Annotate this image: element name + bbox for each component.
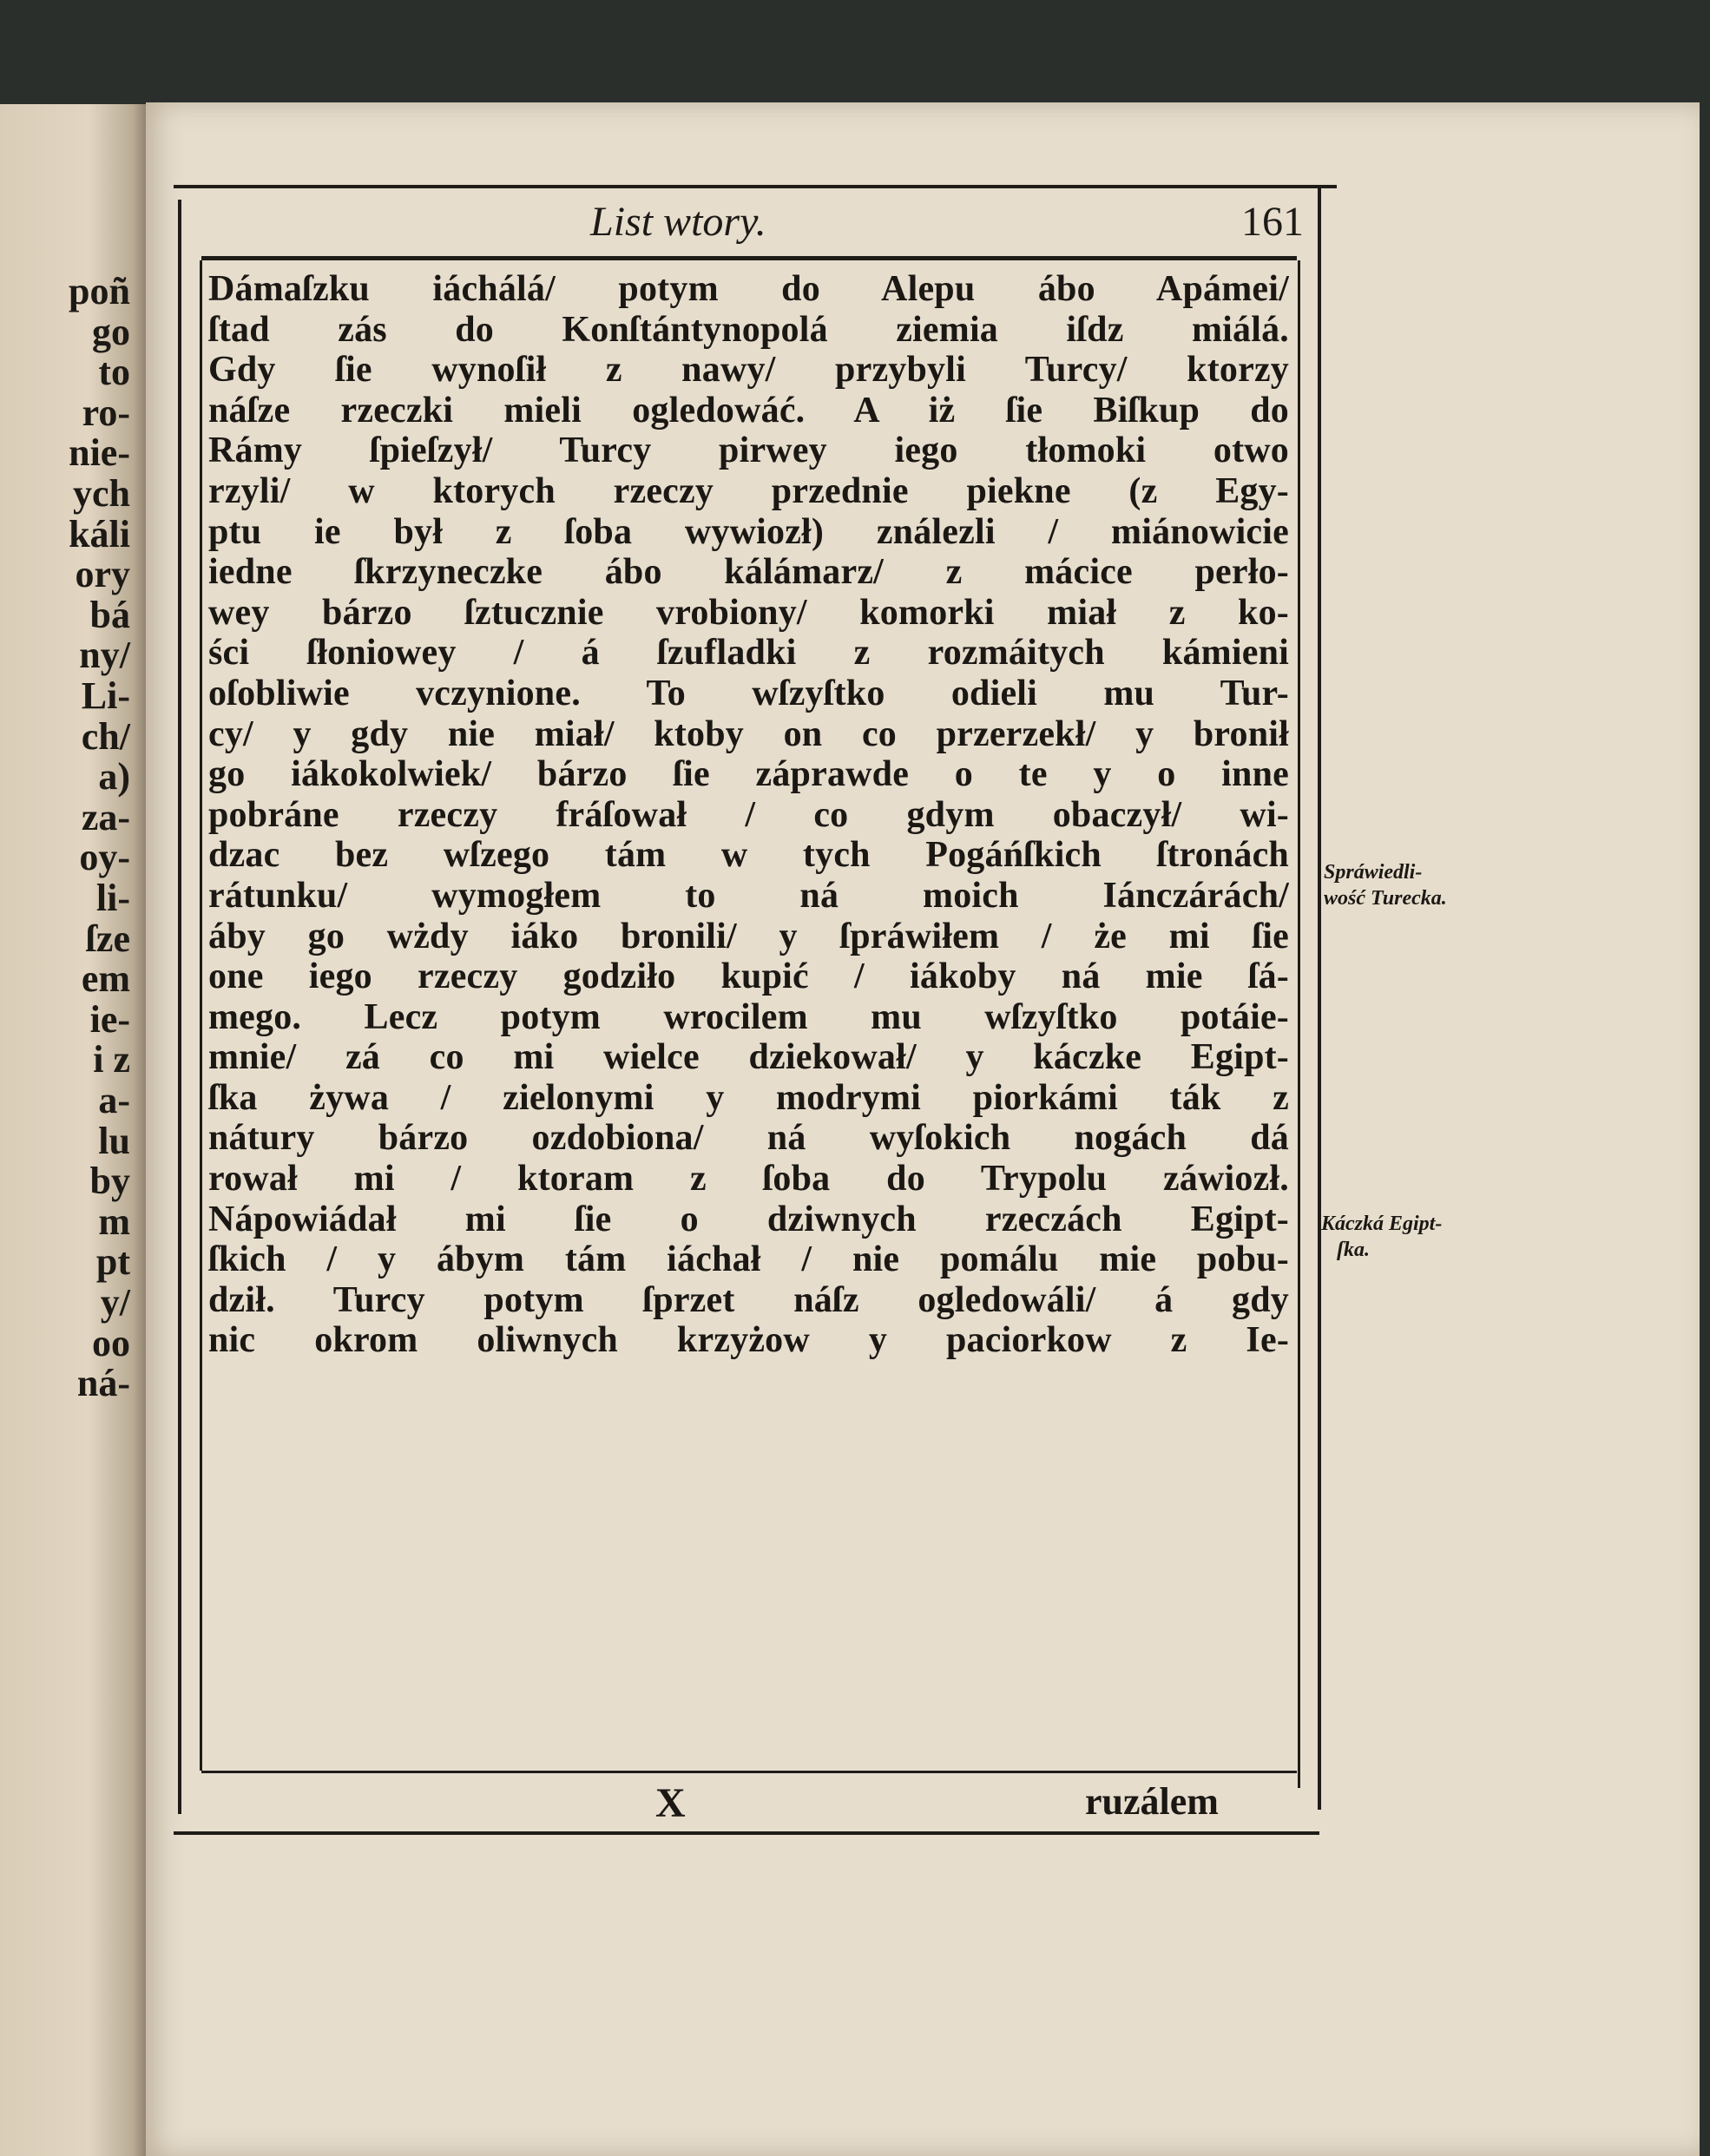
left-page-fragment: a- xyxy=(98,1079,130,1121)
text-line: one iego rzeczy godziło kupić / iákoby ná mie ſá- xyxy=(208,956,1289,997)
margin-note-line: Spráwiedli- xyxy=(1324,861,1423,884)
text-line: oſobliwie vczynione. To wſzyſtko odieli mu Tur- xyxy=(208,673,1289,713)
left-page-fragment: za- xyxy=(81,795,130,838)
left-page-fragment: em xyxy=(81,957,130,1001)
text-line: dził. Turcy potym ſprzet náſz ogledowáli/ á gdy xyxy=(208,1279,1289,1320)
left-page-fragment: ſze xyxy=(85,917,130,960)
text-line: ſtad zás do Konſtántynopolá ziemia iſdz miálá. xyxy=(208,309,1289,350)
left-page-fragment: Li- xyxy=(81,674,130,717)
margin-note-line: Káczká Egipt- xyxy=(1321,1213,1443,1235)
text-line: dzac bez wſzego tám w tych Pogáńſkich ſtronách xyxy=(208,835,1289,876)
text-line: náſze rzeczki mieli ogledowáć. A iż ſie Biſkup do xyxy=(208,390,1289,431)
left-page-fragment: by xyxy=(89,1160,130,1203)
left-page-fragment: li- xyxy=(95,877,130,919)
top-rule xyxy=(174,185,1337,188)
margin-note xyxy=(1321,1211,1442,1263)
left-page-fragment: ro- xyxy=(82,391,130,434)
left-page-fragment: m xyxy=(98,1200,130,1243)
text-line: mego. Lecz potym wrocilem mu wſzyſtko potáie- xyxy=(208,996,1289,1037)
left-page-fragment: ie- xyxy=(89,997,130,1041)
left-page-fragment: ych xyxy=(73,472,130,515)
left-page-fragment: oo xyxy=(92,1321,130,1364)
bottom-rule xyxy=(201,1771,1297,1773)
text-line: nic okrom oliwnych krzyżow y paciorkow z Ie- xyxy=(208,1320,1289,1361)
signature-mark: X xyxy=(655,1780,686,1826)
text-line: rzyli/ w ktorych rzeczy przednie piekne (z Egy- xyxy=(208,470,1289,511)
margin-note-line: ſka. xyxy=(1337,1239,1370,1261)
facing-left-page xyxy=(0,104,148,2156)
left-page-fragment: ory xyxy=(75,553,130,596)
frame-outer-right-line xyxy=(1318,187,1321,1810)
text-line: ſkich / y ábym tám iáchał / nie pomálu mie pobu- xyxy=(208,1239,1289,1280)
text-line: go iákokolwiek/ bárzo ſie záprawde o te y o inne xyxy=(208,754,1289,795)
text-line: nátury bárzo ozdobiona/ ná wyſokich nogách dá xyxy=(208,1118,1289,1159)
text-line: ptu ie był z ſoba wywiozł) ználezli / miánowicie xyxy=(208,511,1289,552)
text-line: áby go wżdy iáko bronili/ y ſpráwiłem / że mi ſie xyxy=(208,916,1289,956)
margin-note-line: wość Turecka. xyxy=(1324,887,1447,910)
left-page-fragment: i z xyxy=(93,1038,130,1081)
left-page-fragment: poñ xyxy=(69,270,130,312)
catchword: ruzálem xyxy=(1085,1780,1219,1823)
text-line: rátunku/ wymogłem to ná moich Iánczárách/ xyxy=(208,875,1289,916)
text-line: Dámaſzku iáchálá/ potym do Alepu ábo Apámei/ xyxy=(208,269,1289,309)
left-page-fragment: lu xyxy=(98,1119,130,1162)
page-number: 161 xyxy=(1241,199,1304,245)
header-rule xyxy=(201,256,1297,260)
left-page-fragment: pt xyxy=(95,1240,130,1284)
text-line: iedne ſkrzyneczke ábo kálámarz/ z mácice perło- xyxy=(208,552,1289,593)
text-line: rował mi / ktoram z ſoba do Trypolu záwiozł. xyxy=(208,1159,1289,1200)
left-page-fragment: ch/ xyxy=(81,714,130,758)
text-line: cy/ y gdy nie miał/ ktoby on co przerzekł/ y bronił xyxy=(208,713,1289,754)
bottom-outer-rule xyxy=(174,1831,1319,1835)
body-text xyxy=(208,269,1289,1361)
text-line: pobráne rzeczy fráſował / co gdym obaczył/ wi- xyxy=(208,794,1289,835)
text-line: ści ſłoniowey / á ſzufladki z rozmáitych kámieni xyxy=(208,633,1289,674)
left-page-fragment: go xyxy=(92,310,130,353)
frame-inner-left-line xyxy=(200,260,202,1771)
frame-left-line xyxy=(178,200,181,1814)
text-line: Nápowiádał mi ſie o dziwnych rzeczách Egipt- xyxy=(208,1199,1289,1239)
running-head: List wtory. xyxy=(590,199,766,245)
left-page-fragment: bá xyxy=(89,593,130,636)
left-page-fragment: a) xyxy=(98,755,130,799)
left-page-fragment: ny/ xyxy=(79,634,130,677)
text-line: Gdy ſie wynoſił z nawy/ przybyli Turcy/ ktorzy xyxy=(208,350,1289,391)
left-page-fragment: oy- xyxy=(79,836,130,879)
left-page-fragment: nie- xyxy=(69,431,130,475)
frame-right-line xyxy=(1298,260,1300,1788)
left-page-fragment: y/ xyxy=(100,1281,130,1324)
margin-note xyxy=(1324,859,1447,911)
left-page-fragment: to xyxy=(98,351,130,394)
text-line: Rámy ſpieſzył/ Turcy pirwey iego tłomoki otwo xyxy=(208,431,1289,471)
text-line: ſka żywa / zielonymi y modrymi piorkámi ták z xyxy=(208,1077,1289,1118)
text-line: mnie/ zá co mi wielce dziekował/ y káczke Egipt- xyxy=(208,1037,1289,1078)
left-page-fragment: ná- xyxy=(76,1362,130,1405)
left-page-fragment: káli xyxy=(69,512,130,555)
text-line: wey bárzo ſztucznie vrobiony/ komorki miał z ko- xyxy=(208,592,1289,633)
